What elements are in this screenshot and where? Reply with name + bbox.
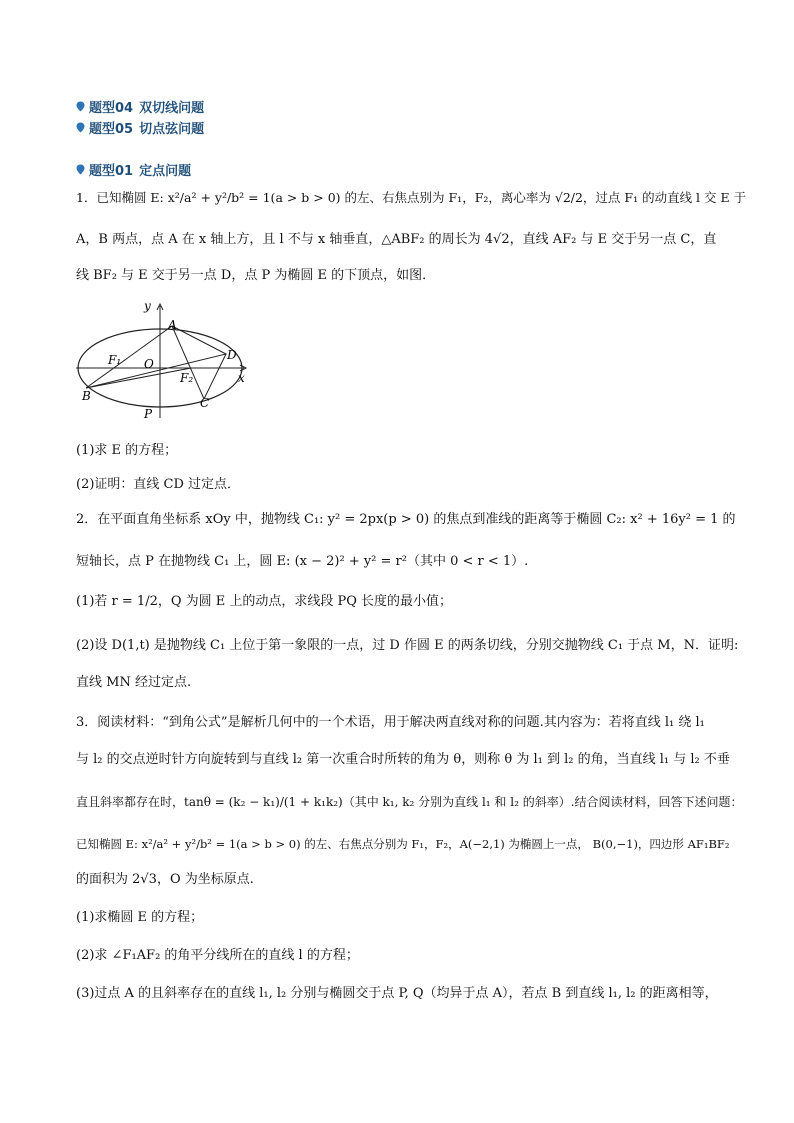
section-label: 题型01 bbox=[89, 164, 134, 179]
fig-label-b: B bbox=[82, 389, 91, 403]
fig-label-x: x bbox=[238, 371, 245, 385]
section-label: 题型05 bbox=[89, 122, 134, 137]
section-heading-05[interactable] bbox=[76, 118, 204, 137]
location-pin-icon bbox=[76, 101, 85, 112]
fig-label-y: y bbox=[144, 299, 151, 313]
problem-3-question-3: (3)过点 A 的且斜率存在的直线 l₁, l₂ 分别与椭圆交于点 P, Q（均异于点 A），若点 B 到直线 l₁, l₂ 的距离相等， bbox=[76, 986, 718, 1001]
problem-1-line-3: 线 BF₂ 与 E 交于另一点 D，点 P 为椭圆 E 的下顶点，如图． bbox=[76, 268, 436, 283]
problem-1-line-2: A，B 两点，点 A 在 x 轴上方，且 l 不与 x 轴垂直，△ABF₂ 的周长为 4√2，直线 AF₂ 与 E 交于另一点 C，直 bbox=[76, 232, 717, 247]
problem-3-line-2: 与 l₂ 的交点逆时针方向旋转到与直线 l₂ 第一次重合时所转的角为 θ，则称 θ 为 l₁ 到 l₂ 的角，当直线 l₁ 与 l₂ 不垂 bbox=[76, 752, 730, 767]
problem-2-line-1: 2．在平面直角坐标系 xOy 中，抛物线 C₁: y² = 2px(p > 0) 的焦点到准线的距离等于椭圆 C₂: x² + 16y² = 1 的 bbox=[76, 512, 736, 527]
ellipse-figure bbox=[76, 296, 256, 426]
problem-2-question-2b: 直线 MN 经过定点. bbox=[76, 675, 192, 690]
problem-1-question-2: (2)证明：直线 CD 过定点． bbox=[76, 477, 241, 492]
fig-label-a: A bbox=[168, 318, 177, 332]
problem-3-question-2: (2)求 ∠F₁AF₂ 的角平分线所在的直线 l 的方程； bbox=[76, 948, 359, 963]
fig-label-p: P bbox=[144, 407, 153, 421]
problem-2-question-2a: (2)设 D(1,t) 是抛物线 C₁ 上位于第一象限的一点，过 D 作圆 E 的两条切线，分别交抛物线 C₁ 于点 M，N．证明: bbox=[76, 638, 739, 653]
fig-label-f2: F₂ bbox=[180, 371, 194, 385]
location-pin-icon bbox=[76, 164, 85, 175]
problem-3-line-3: 直且斜率都存在时，tanθ = (k₂ − k₁)/(1 + k₁k₂)（其中 k₁, k₂ 分别为直线 l₁ 和 l₂ 的斜率）.结合阅读材料，回答下述问题： bbox=[76, 795, 743, 809]
fig-label-o: O bbox=[144, 357, 154, 371]
fig-label-d: D bbox=[227, 348, 237, 362]
problem-2-question-1: (1)若 r = 1/2，Q 为圆 E 上的动点，求线段 PQ 长度的最小值； bbox=[76, 594, 453, 609]
fig-label-f1: F₁ bbox=[108, 353, 122, 367]
problem-1-line-1: 1．已知椭圆 E: x²/a² + y²/b² = 1(a > b > 0) 的左、右焦点别为 F₁，F₂，离心率为 √2/2，过点 F₁ 的动直线 l 交 E 于 bbox=[76, 190, 747, 205]
section-title: 切点弦问题 bbox=[139, 122, 205, 137]
problem-3-line-1: 3．阅读材料：“到角公式”是解析几何中的一个术语，用于解决两直线对称的问题.其内容为：若将直线 l₁ 绕 l₁ bbox=[76, 715, 705, 730]
problem-2-line-2: 短轴长，点 P 在抛物线 C₁ 上，圆 E: (x − 2)² + y² = r²（其中 0 < r < 1）. bbox=[76, 554, 529, 569]
section-title: 定点问题 bbox=[139, 164, 192, 179]
problem-3-line-5: 的面积为 2√3，O 为坐标原点. bbox=[76, 872, 254, 887]
location-pin-icon bbox=[76, 122, 85, 133]
fig-label-c: C bbox=[200, 396, 210, 410]
section-heading-01[interactable] bbox=[76, 160, 191, 179]
section-heading-04[interactable] bbox=[76, 97, 204, 116]
section-title: 双切线问题 bbox=[139, 101, 205, 116]
problem-1-question-1: (1)求 E 的方程； bbox=[76, 443, 178, 458]
section-label: 题型04 bbox=[89, 101, 134, 116]
problem-3-question-1: (1)求椭圆 E 的方程； bbox=[76, 910, 204, 925]
problem-3-line-4: 已知椭圆 E: x²/a² + y²/b² = 1(a > b > 0) 的左、右焦点分别为 F₁，F₂，A(−2,1) 为椭圆上一点， B(0,−1)，四边形 AF₁BF₂ bbox=[76, 837, 730, 851]
